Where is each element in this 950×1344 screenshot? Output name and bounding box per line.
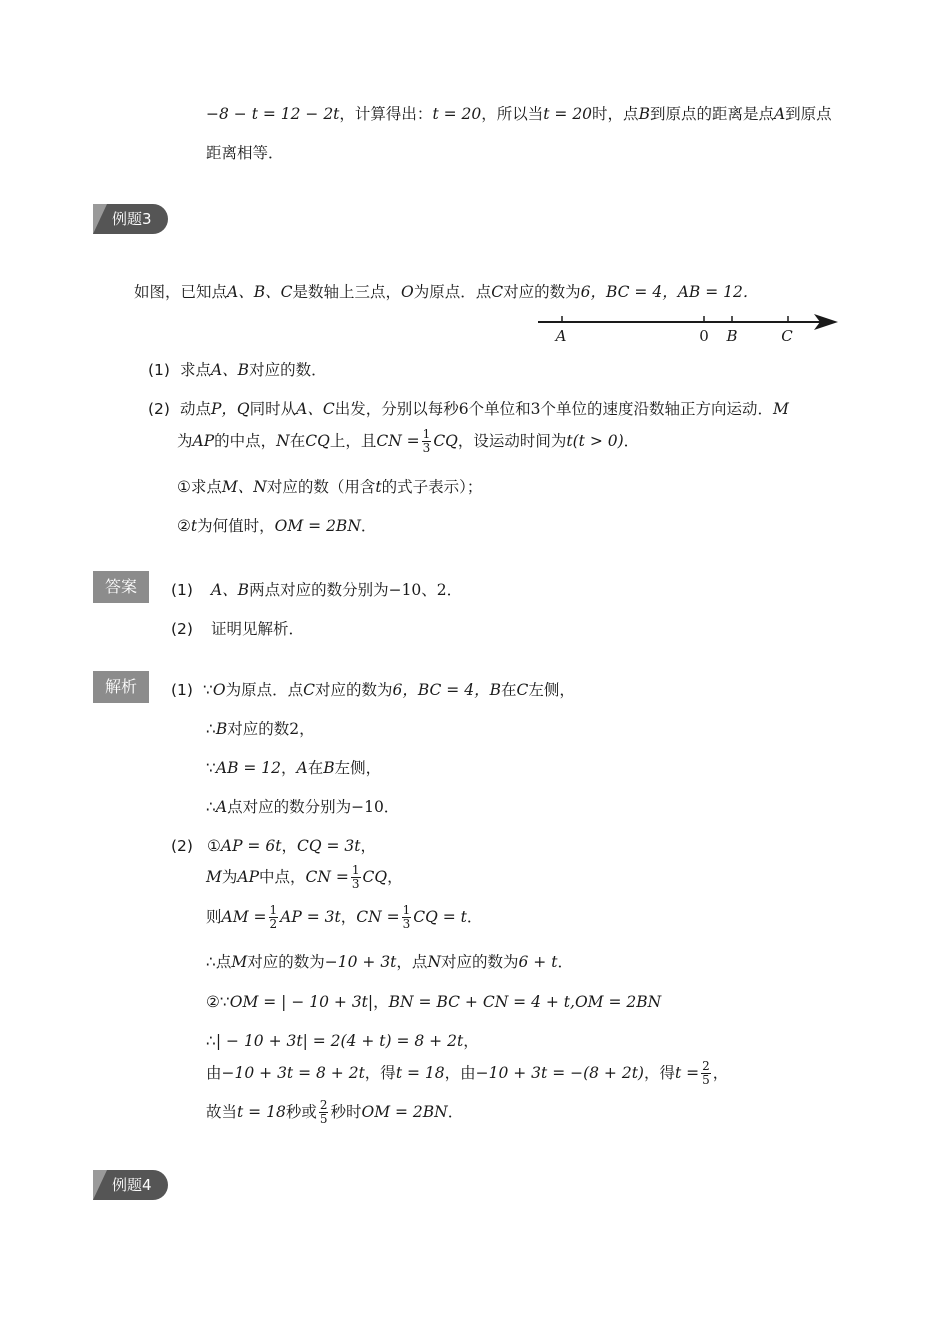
analysis-1-line-3: ∵AB = 12，A在B左侧， (206, 759, 382, 777)
number-line (530, 308, 850, 348)
question-2-line-1: (2) 动点P，Q同时从A、C出发，分别以每秒6个单位和3个单位的速度沿数轴正方向运动．M (148, 400, 789, 418)
continuation-line-2: 距离相等． (206, 144, 284, 162)
fraction-one-third: $\frac{1}{3}$ (351, 863, 360, 891)
question-2-sub-1: ①求点M、N对应的数（用含t的式子表示）； (177, 478, 483, 496)
question-2-sub-2: ②t为何值时，OM = 2BN． (177, 517, 377, 535)
analysis-2-line-5: ②∵OM = | − 10 + 3t|，BN = BC + CN = 4 + t,OM = 2BN (206, 993, 662, 1011)
analysis-2-line-8: 故当t = 18秒或 $\frac{2}{5}$ 秒时OM = 2BN． (206, 1098, 464, 1126)
analysis-2-line-2: M为AP中点，CN = $\frac{1}{3}$ CQ， (206, 863, 403, 891)
analysis-2-line-1: (2) ①AP = 6t，CQ = 3t， (171, 837, 376, 855)
question-1: (1) 求点A、B对应的数． (148, 361, 327, 379)
analysis-2-line-3: 则AM = $\frac{1}{2}$ AP = 3t，CN = $\frac{1}{3}$ CQ = t． (206, 903, 483, 931)
label-c: C (781, 327, 793, 345)
answer-label: 答案 (93, 571, 149, 603)
continuation-line-1: −8 − t = 12 − 2t，计算得出：t = 20，所以当t = 20时，点B到原点的距离是点A到原点 (206, 105, 832, 123)
fraction-one-third: $\frac{1}{3}$ (402, 903, 411, 931)
fraction-one-half: $\frac{1}{2}$ (269, 903, 278, 931)
label-zero: 0 (699, 327, 709, 345)
analysis-label: 解析 (93, 671, 149, 703)
analysis-1-line-4: ∴A点对应的数分别为−10． (206, 798, 400, 816)
fraction-two-fifths: $\frac{2}{5}$ (319, 1098, 328, 1126)
example-4-tag: 例题4 (93, 1170, 168, 1200)
analysis-2-line-7: 由−10 + 3t = 8 + 2t，得t = 18，由−10 + 3t = −(8 + 2t)，得t = $\frac{2}{5}$ ， (206, 1059, 729, 1087)
fraction-two-fifths: $\frac{2}{5}$ (702, 1059, 710, 1087)
label-b: B (726, 327, 738, 345)
example-3-tag: 例题3 (93, 204, 168, 234)
label-a: A (555, 327, 567, 345)
answer-1: (1) A、B两点对应的数分别为−10、2． (171, 581, 463, 599)
analysis-2-line-6: ∴| − 10 + 3t| = 2(4 + t) = 8 + 2t， (206, 1032, 479, 1050)
analysis-1-line-2: ∴B对应的数2， (206, 720, 315, 738)
analysis-2-line-4: ∴点M对应的数为−10 + 3t，点N对应的数为6 + t． (206, 953, 573, 971)
answer-2: (2) 证明见解析． (171, 620, 304, 638)
equation: −8 − t = 12 − 2t (206, 105, 340, 123)
fraction-one-third: $\frac{1}{3}$ (422, 427, 431, 455)
analysis-1-line-1: (1) ∵O为原点．点C对应的数为6，BC = 4，B在C左侧， (171, 681, 575, 699)
question-2-line-2: 为AP的中点，N在CQ上，且CN = $\frac{1}{3}$ CQ，设运动时间为t(t > 0)． (177, 427, 640, 455)
example-3-intro: 如图，已知点A、B、C是数轴上三点，O为原点．点C对应的数为6，BC = 4，AB = 12． (134, 283, 759, 301)
